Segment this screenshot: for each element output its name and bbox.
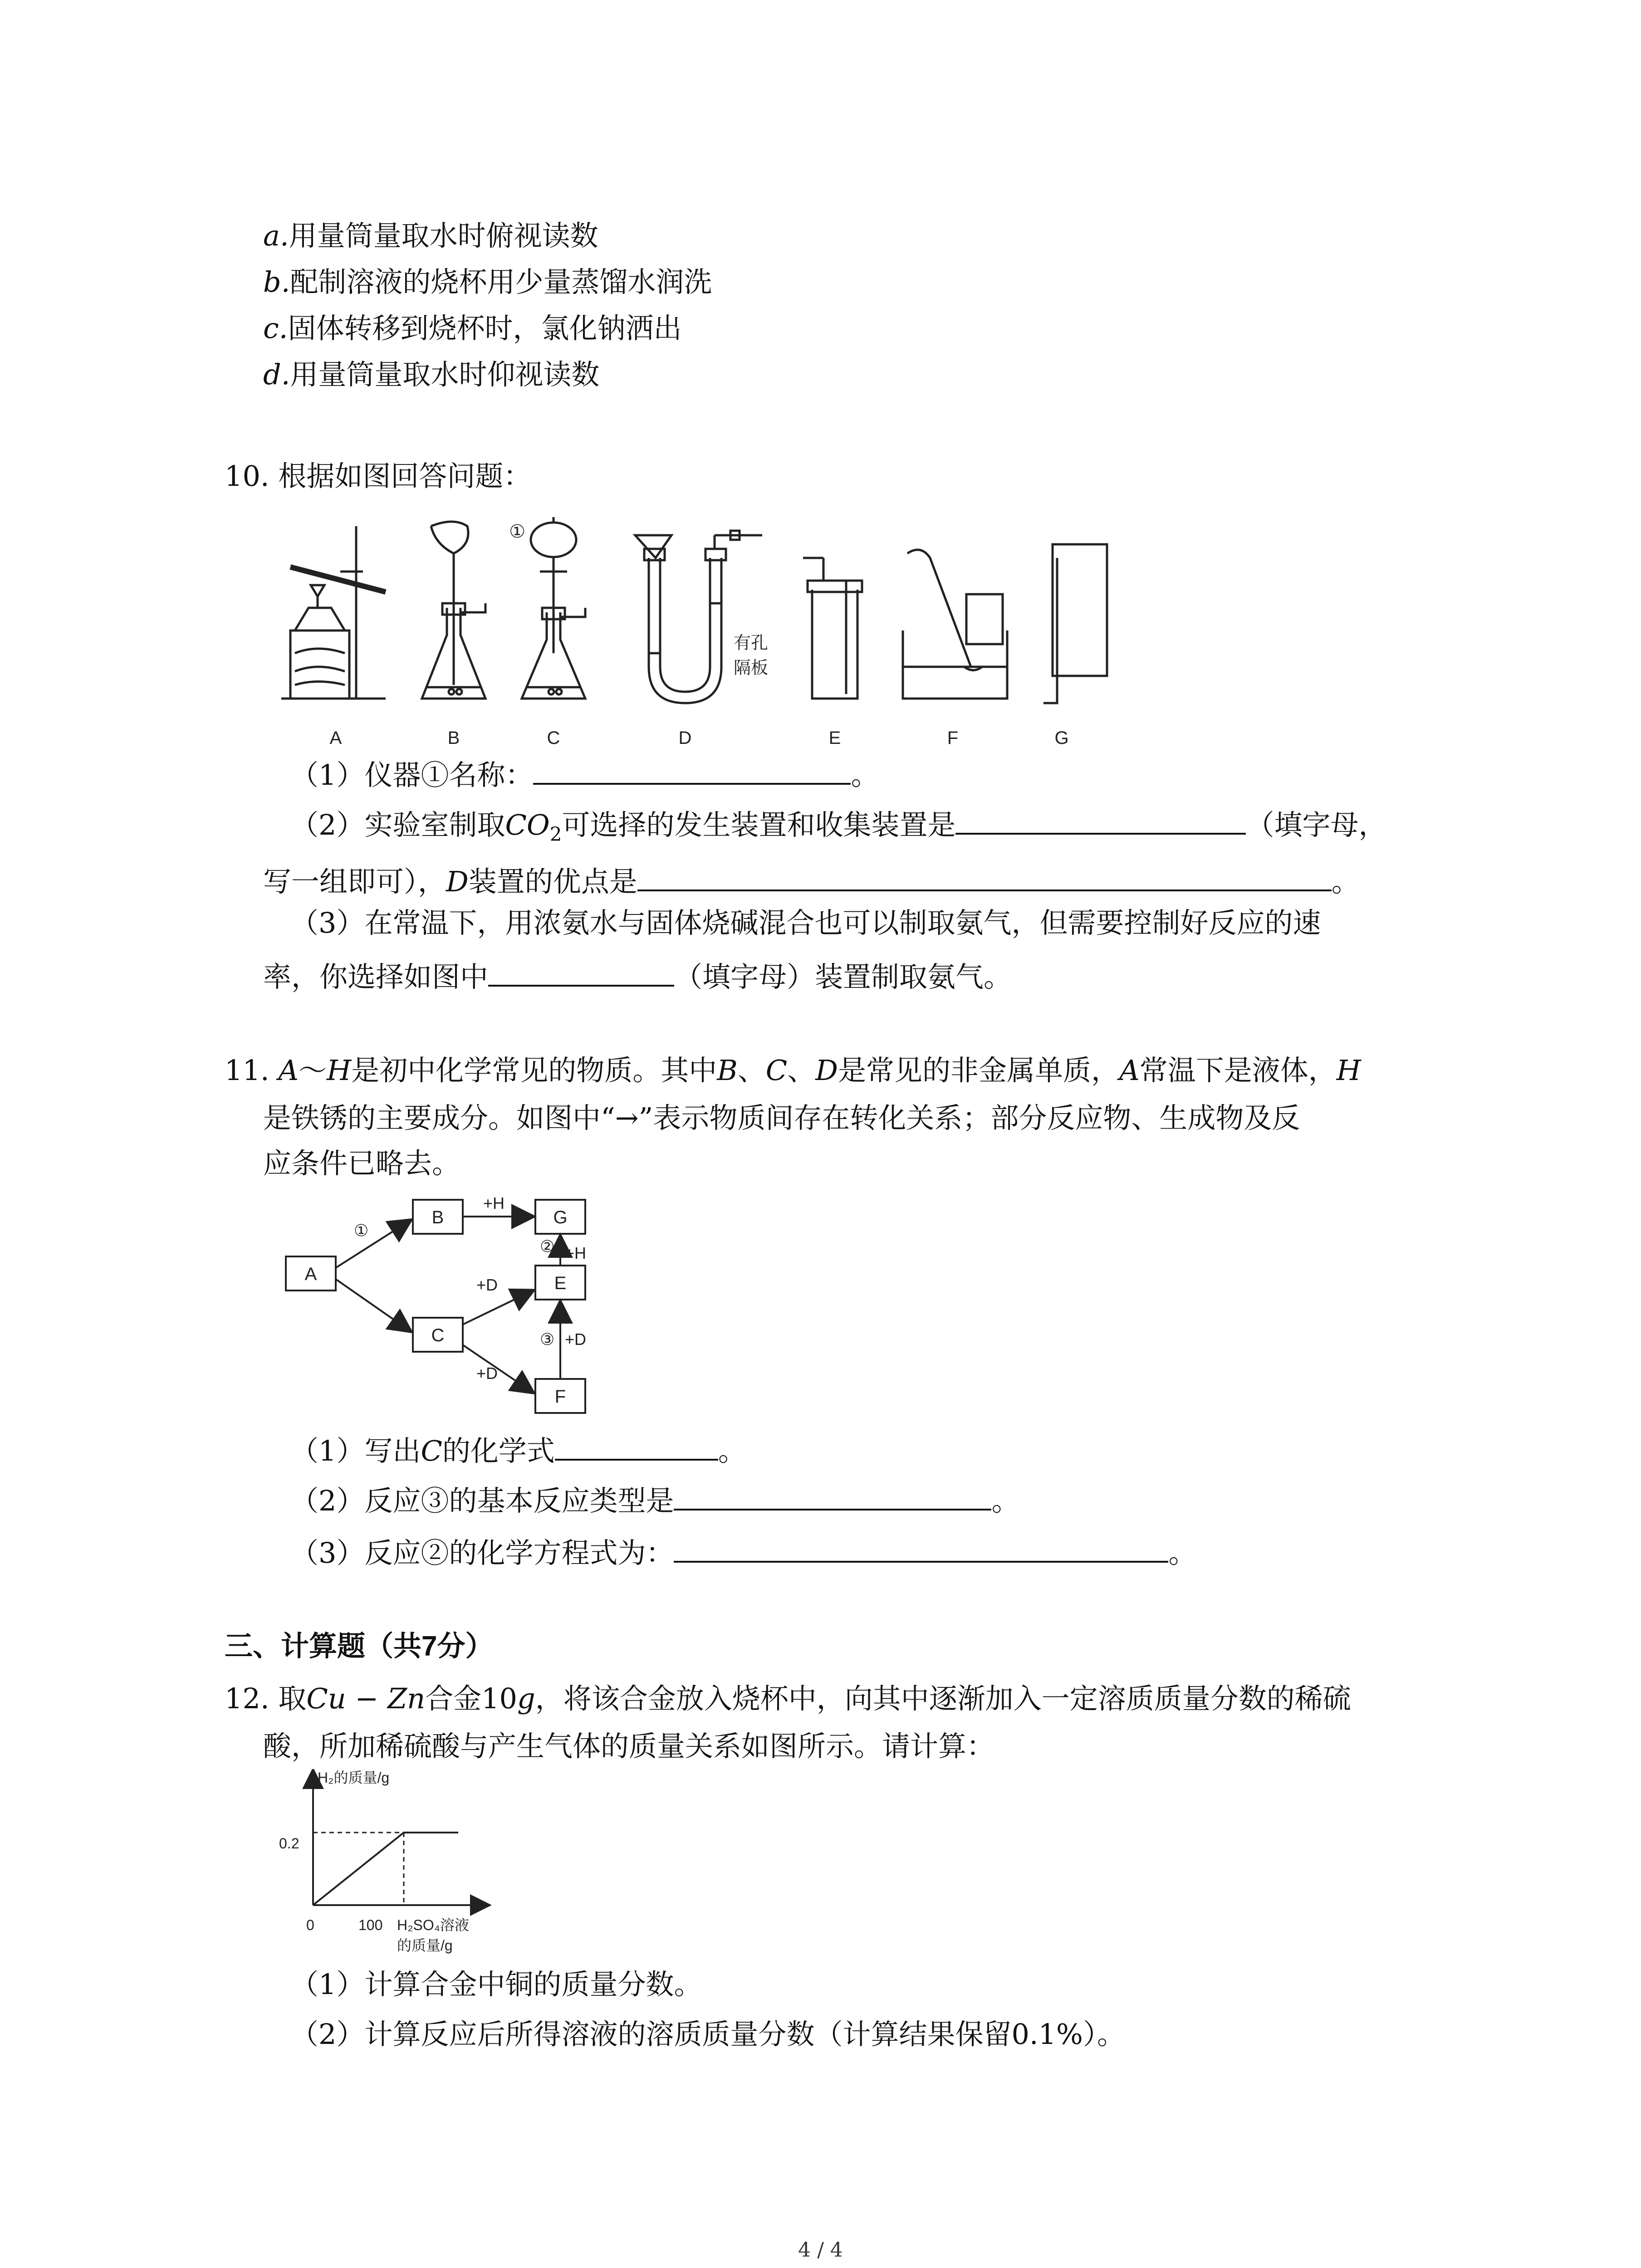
edge-label-plus-d-cf: +D — [476, 1364, 498, 1383]
q10-part2-line2: 写一组即可），D装置的优点是 。 — [263, 860, 1360, 900]
q9-option-b: b.配制溶液的烧杯用少量蒸馏水润洗 — [263, 265, 712, 298]
svg-text:A: A — [304, 1264, 317, 1284]
q9-option-a: a.用量筒量取水时俯视读数 — [263, 219, 598, 252]
q10-part2-blank[interactable] — [955, 803, 1246, 835]
chart-xtick-0: 0 — [306, 1917, 314, 1933]
chart-xlabel-2: 的质量/g — [397, 1937, 453, 1954]
apparatus-c — [522, 517, 585, 699]
apparatus-g — [1043, 544, 1107, 703]
q10-part1-blank[interactable] — [533, 753, 851, 785]
apparatus-label-d: D — [678, 728, 692, 748]
apparatus-label-g: G — [1054, 728, 1069, 748]
q11-part2: （2）反应③的基本反应类型是 。 — [290, 1479, 1019, 1519]
chart-xlabel-1: H₂SO₄溶液 — [397, 1917, 469, 1933]
q10-part2b-blank[interactable] — [637, 860, 1332, 891]
edge-label-plus-d-ce: +D — [476, 1276, 498, 1294]
svg-text:F: F — [554, 1387, 566, 1407]
q12-part1: （1）计算合金中铜的质量分数。 — [290, 1968, 702, 2001]
q12-stem-line1: 12. 取Cu − Zn合金10g，将该合金放入烧杯中，向其中逐渐加入一定溶质质量分数的稀硫 — [225, 1682, 1351, 1715]
d-note-2: 隔板 — [733, 659, 769, 678]
section3-title: 三、计算题（共7分） — [225, 1631, 494, 1662]
svg-text:E: E — [554, 1273, 567, 1293]
edge-label-r2: ② — [540, 1237, 555, 1256]
apparatus-label-b: B — [447, 728, 460, 748]
q11-part1-blank[interactable] — [555, 1429, 718, 1461]
chart-series-line — [313, 1833, 458, 1905]
q11-part3: （3）反应②的化学方程式为： 。 — [290, 1531, 1196, 1571]
apparatus-a — [281, 526, 386, 699]
edge-label-r3: ③ — [540, 1330, 555, 1349]
apparatus-label-a: A — [329, 728, 342, 748]
q9-option-c: c.固体转移到烧杯时，氯化钠洒出 — [263, 312, 682, 345]
q11-stem-line2: 是铁锈的主要成分。如图中“→”表示物质间存在转化关系；部分反应物、生成物及反 — [263, 1101, 1300, 1134]
q10-stem-text: 根据如图回答问题： — [278, 459, 532, 493]
q10-part2: （2）实验室制取$CO_2$可选择的发生装置和收集装置是 （填字母， — [290, 803, 1387, 852]
q11-stem-line1: 11. A～H是初中化学常见的物质。其中B、C、D是常见的非金属单质，A常温下是液体，H — [225, 1054, 1361, 1087]
q10-part3-line2: 率，你选择如图中 （填字母）装置制取氨气。 — [263, 955, 1012, 995]
apparatus-label-c: C — [547, 728, 560, 748]
q10-stem — [225, 458, 531, 494]
d-note-1: 有孔 — [733, 634, 769, 653]
q11-part1: （1）写出C的化学式 。 — [290, 1429, 746, 1469]
chart-xtick-100: 100 — [358, 1917, 383, 1933]
svg-text:B: B — [431, 1207, 444, 1227]
edge-label-plus-d-fe: +D — [565, 1330, 587, 1349]
q11-part3-blank[interactable] — [674, 1531, 1168, 1563]
q10-apparatus-figure — [272, 517, 1134, 753]
q10-part1: （1）仪器①名称： 。 — [290, 753, 879, 793]
apparatus-label-f: F — [947, 728, 959, 748]
edge-label-r1: ① — [354, 1221, 369, 1240]
apparatus-f — [903, 550, 1007, 699]
q10-part3: （3）在常温下，用浓氨水与固体烧碱混合也可以制取氨气，但需要控制好反应的速 — [290, 906, 1321, 939]
svg-text:G: G — [553, 1207, 568, 1227]
edge-label-plus-h-top: +H — [483, 1194, 505, 1212]
apparatus-label-e: E — [828, 728, 841, 748]
apparatus-e — [803, 558, 862, 699]
q10-part3-blank[interactable] — [488, 955, 674, 987]
q12-part2: （2）计算反应后所得溶液的溶质质量分数（计算结果保留0.1%）。 — [290, 2018, 1125, 2051]
apparatus-marker: ① — [509, 522, 525, 542]
svg-text:C: C — [431, 1325, 445, 1345]
q12-stem-line2: 酸，所加稀硫酸与产生气体的质量关系如图所示。请计算： — [263, 1730, 995, 1763]
q11-relation-diagram — [272, 1188, 681, 1424]
q10-number: 10. — [225, 459, 269, 493]
q9-option-d: d.用量筒量取水时仰视读数 — [263, 358, 600, 391]
apparatus-b — [422, 522, 485, 699]
edge-label-plus-h-side: +H — [565, 1244, 587, 1262]
page-number: 4 / 4 — [798, 2239, 843, 2262]
chart-ytick-0-2: 0.2 — [279, 1835, 299, 1852]
chart-ylabel: H₂的质量/g — [318, 1769, 390, 1786]
q11-stem-line3: 应条件已略去。 — [263, 1147, 460, 1180]
q12-chart — [272, 1769, 526, 1960]
q11-part2-blank[interactable] — [674, 1479, 991, 1510]
